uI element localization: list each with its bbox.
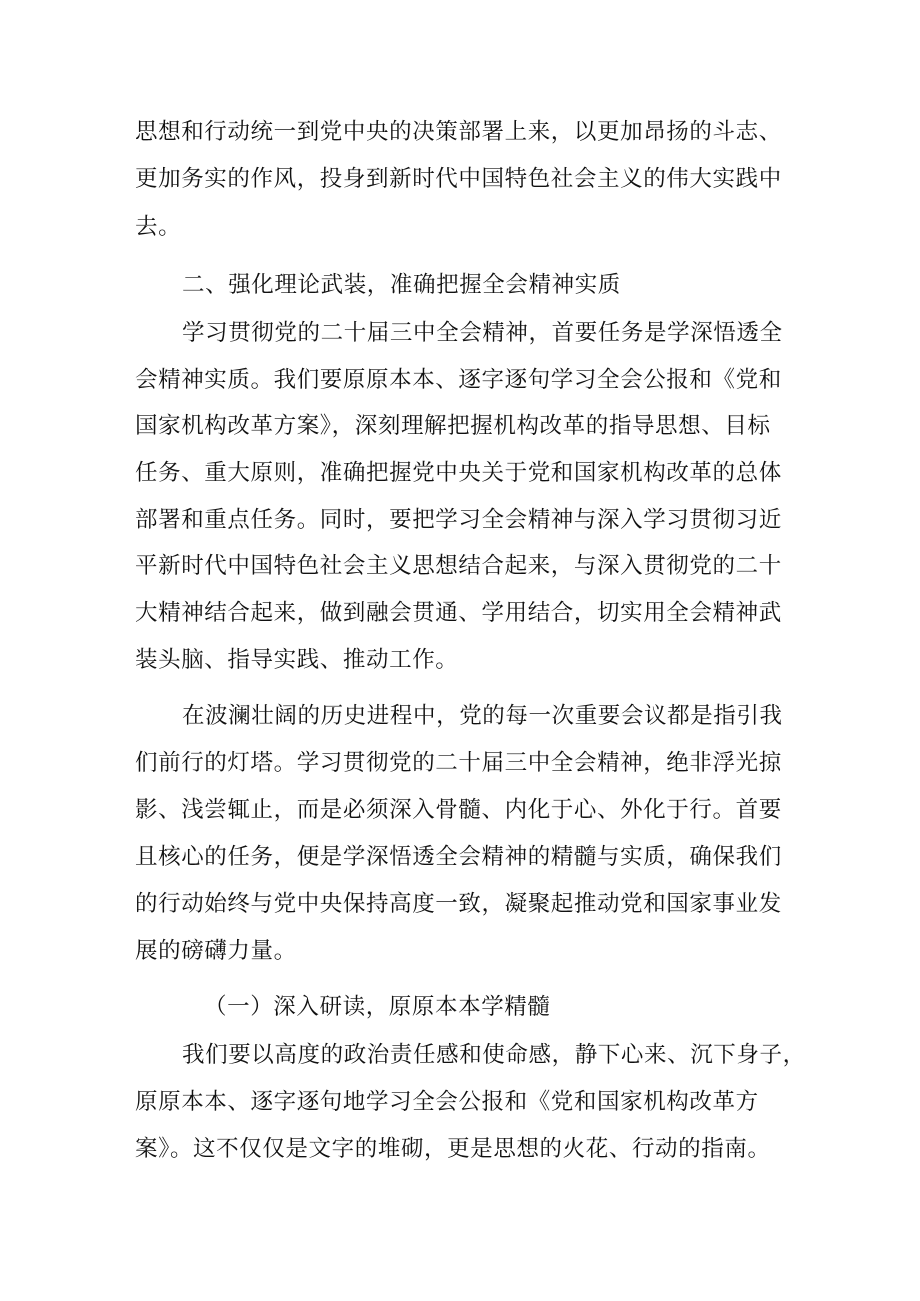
text-line: 国家机构改革方案》，深刻理解把握机构改革的指导思想、目标 bbox=[135, 413, 771, 439]
text-line: 学习贯彻党的二十届三中全会精神，首要任务是学深悟透全 bbox=[182, 320, 783, 346]
text-line: 去。 bbox=[135, 214, 182, 240]
text-line: 的行动始终与党中央保持高度一致，凝聚起推动党和国家事业发 bbox=[135, 891, 782, 917]
text-line: 任务、重大原则，准确把握党中央关于党和国家机构改革的总体 bbox=[135, 460, 782, 486]
text-line: 我们要以高度的政治责任感和使命感，静下心来、沉下身子， bbox=[182, 1042, 806, 1068]
text-line: 影、浅尝辄止，而是必须深入骨髓、内化于心、外化于行。首要 bbox=[135, 797, 782, 823]
text-line: 且核心的任务，便是学深悟透全会精神的精髓与实质，确保我们 bbox=[135, 844, 782, 870]
subsection-heading: （一）深入研读，原原本本学精髓 bbox=[204, 994, 551, 1020]
text-line: 装头脑、指导实践、推动工作。 bbox=[135, 647, 459, 673]
text-line: 更加务实的作风，投身到新时代中国特色社会主义的伟大实践中 bbox=[135, 166, 782, 192]
text-line: 大精神结合起来，做到融会贯通、学用结合，切实用全会精神武 bbox=[135, 600, 782, 626]
text-line: 们前行的灯塔。学习贯彻党的二十届三中全会精神，绝非浮光掠 bbox=[135, 750, 782, 776]
text-line: 思想和行动统一到党中央的决策部署上来，以更加昂扬的斗志、 bbox=[135, 119, 782, 145]
section-heading: 二、强化理论武装，准确把握全会精神实质 bbox=[182, 272, 621, 298]
text-line: 部署和重点任务。同时，要把学习全会精神与深入学习贯彻习近 bbox=[135, 507, 782, 533]
text-line: 展的磅礴力量。 bbox=[135, 938, 297, 964]
text-line: 平新时代中国特色社会主义思想结合起来，与深入贯彻党的二十 bbox=[135, 553, 782, 579]
text-line: 案》。这不仅仅是文字的堆砌，更是思想的火花、行动的指南。 bbox=[135, 1136, 771, 1162]
text-line: 会精神实质。我们要原原本本、逐字逐句学习全会公报和《党和 bbox=[135, 367, 782, 393]
text-line: 在波澜壮阔的历史进程中，党的每一次重要会议都是指引我 bbox=[182, 703, 783, 729]
text-line: 原原本本、逐字逐句地学习全会公报和《党和国家机构改革方 bbox=[135, 1089, 759, 1115]
